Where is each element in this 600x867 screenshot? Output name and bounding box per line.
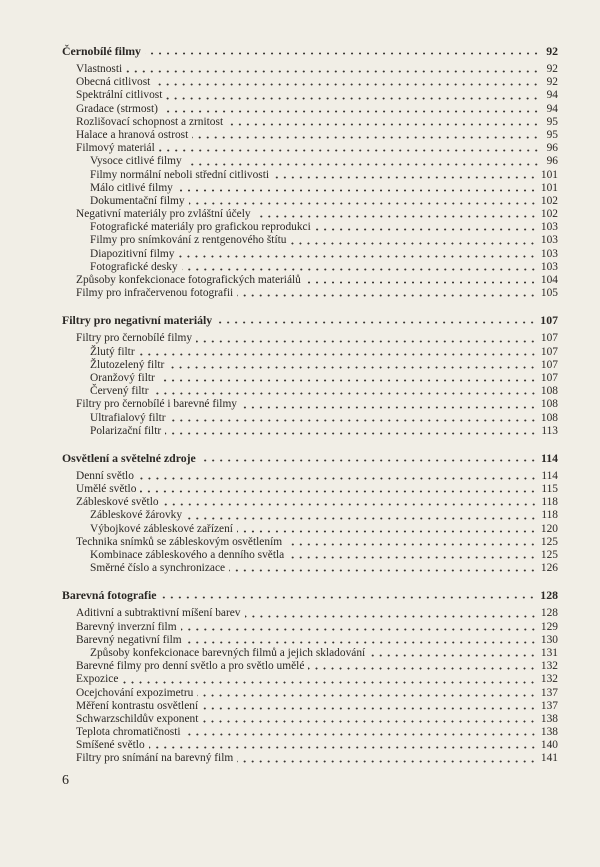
toc-section-heading [62,313,558,327]
toc-entry-page: 126 [540,562,558,575]
toc-entry-title: Filmy normální neboli střední citlivosti [90,168,270,181]
toc-entry-page: 138 [540,712,558,725]
dot-leader [170,419,537,422]
toc-entry-title: Žlutý filtr [90,345,135,358]
toc-entry [62,739,558,752]
toc-entry-title: Filmy pro snímkování z rentgenového štítu [90,234,287,247]
toc-entry-page: 129 [540,620,558,633]
dot-leader [126,70,540,73]
toc-entry [62,89,558,102]
toc-entry [62,248,558,261]
dot-leader [159,379,537,382]
dot-leader [122,681,537,684]
toc-entry-title: Umělé světlo [76,483,137,496]
section-spacer [62,438,558,451]
toc-entry-title: Fotografické materiály pro grafickou reprodukci [90,221,311,234]
toc-entry-page: 108 [540,398,558,411]
toc-entry-page: 118 [541,509,558,522]
toc-entry-page: 130 [540,633,558,646]
toc-entry [62,287,558,300]
toc-entry [62,660,558,673]
toc-entry-page: 104 [540,274,558,286]
dot-leader [165,432,537,435]
toc-entry-title: Rozlišovací schopnost a zrnitost [76,115,224,128]
toc-entry-page: 132 [540,660,558,673]
toc-entry-title: Aditivní a subtraktivní míšení barev [76,607,241,620]
dot-leader [189,202,537,205]
dot-leader [185,733,537,736]
dot-leader [369,654,537,657]
dot-leader [229,569,537,572]
toc-entry [62,483,558,496]
dot-leader [245,615,537,618]
dot-leader [186,163,540,166]
toc-entry [62,103,558,116]
dot-leader [160,596,536,599]
toc-entry-title: Způsoby konfekcionace fotografických materiálů [76,274,301,286]
toc-entry [62,221,558,234]
toc-entry-title: Měření kontrastu osvětlení [76,699,199,712]
toc-entry-page: 103 [540,260,558,273]
toc-entry-title: Ocejchování expozimetru [76,686,194,699]
toc-entry-title: Barevný negativní film [76,633,182,646]
section-spacer [62,575,558,588]
toc-entry-title: Dokumentační filmy [90,194,185,207]
toc-entry-title: Málo citlivé filmy [90,181,173,194]
toc-entry-title: Denní světlo [76,469,134,482]
toc-entry [62,412,558,425]
toc-entry [62,425,558,438]
dot-leader [315,228,537,231]
toc-entry [62,332,558,345]
toc-entry [62,607,558,620]
dot-leader [163,503,538,506]
toc-entry-page: 92 [546,44,558,58]
toc-entry [62,562,558,575]
toc-entry-page: 128 [540,607,558,620]
toc-section-heading [62,451,558,465]
dot-leader [286,543,537,546]
toc-entry-page: 107 [540,313,558,328]
toc-entry [62,470,558,483]
dot-leader [159,149,540,152]
dot-leader [178,255,536,258]
toc-entry [62,208,558,221]
toc-entry [62,621,558,634]
toc-entry-page: 107 [540,332,558,345]
toc-entry-page: 95 [546,115,558,128]
dot-leader [288,556,537,559]
dot-leader [237,530,537,533]
section-spacer [62,300,558,313]
dot-leader [202,707,537,710]
toc-entry [62,398,558,411]
toc-entry [62,182,558,195]
dot-leader [237,760,537,763]
dot-leader [237,294,537,297]
toc-entry-page: 115 [541,483,558,496]
toc-entry-page: 131 [540,646,558,659]
toc-entry-title: Spektrální citlivost [76,89,163,102]
toc-entry-title: Červený filtr [90,385,149,398]
toc-entry-title: Obecná citlivost [76,76,151,89]
toc-entry-page: 96 [546,155,558,168]
toc-entry-title: Vysoce citlivé filmy [90,155,182,168]
toc-entry [62,261,558,274]
toc-entry-page: 94 [546,102,558,115]
toc-entry [62,509,558,522]
toc-entry-page: 92 [546,63,558,75]
dot-leader [139,353,537,356]
toc-entry-title: Teplota chromatičnosti [76,726,181,739]
dot-leader [153,392,537,395]
toc-entry-page: 120 [540,522,558,535]
toc-entry [62,234,558,247]
toc-entry-title: Technika snímků se zábleskovým osvětlením [76,535,283,548]
toc-entry-title: Negativní materiály pro zvláštní účely [76,208,251,221]
dot-leader [181,628,537,631]
toc-entry-page: 125 [540,535,558,548]
dot-leader [227,123,540,126]
dot-leader [202,720,536,723]
dot-leader [186,517,537,520]
toc-entry-page: 137 [540,699,558,712]
toc-entry-title: Směrné číslo a synchronizace [90,562,226,575]
toc-entry-title: Ultrafialový filtr [90,411,166,424]
toc-entry-page: 103 [540,234,558,247]
dot-leader [255,215,537,218]
toc-entry-title: Barevné filmy pro denní světlo a pro světlo umělé [76,660,305,673]
toc-entry-title: Filtry pro negativní materiály [62,313,213,328]
toc-entry [62,169,558,182]
dot-leader [182,268,537,271]
toc-entry [62,142,558,155]
toc-entry [62,523,558,536]
toc-entry-title: Oranžový filtr [90,371,155,384]
toc-entry-page: 132 [540,673,558,686]
toc-entry-page: 141 [540,752,558,765]
dot-leader [216,321,536,324]
toc-entry-page: 140 [540,739,558,752]
dot-leader [168,366,537,369]
toc-entry-page: 137 [540,686,558,699]
toc-entry-page: 103 [540,221,558,234]
toc-entry-title: Filtry pro černobílé i barevné filmy [76,398,238,411]
toc-entry-title: Diapozitivní filmy [90,247,175,260]
toc-entry [62,647,558,660]
dot-leader [149,746,537,749]
toc-entry-title: Filmy pro infračervenou fotografii [76,287,234,300]
toc-entry-page: 125 [540,549,558,561]
toc-entry-title: Halace a hranová ostrost [76,128,189,141]
dot-leader [138,477,537,480]
dot-leader [197,694,537,697]
toc-entry [62,700,558,713]
toc-entry-page: 92 [546,76,558,89]
toc-entry-page: 114 [540,450,558,465]
toc-entry-page: 102 [540,208,558,221]
dot-leader [177,189,537,192]
toc-entry [62,634,558,647]
toc-entry-title: Vlastnosti [76,63,123,75]
toc-entry [62,549,558,562]
toc-entry-page: 105 [540,287,558,300]
toc-entry [62,385,558,398]
toc-entry-title: Filmový materiál [76,142,155,155]
toc-entry-title: Barevná fotografie [62,588,157,603]
table-of-contents [62,44,558,766]
toc-entry-title: Způsoby konfekcionace barevných filmů a jejich skladování [90,646,366,659]
toc-entry [62,274,558,287]
dot-leader [305,281,537,284]
dot-leader [154,83,540,86]
toc-entry-page: 96 [546,142,558,155]
dot-leader [290,242,536,245]
toc-entry-title: Schwarzschildův exponent [76,712,199,725]
toc-entry [62,713,558,726]
dot-leader [166,97,540,100]
toc-entry-page: 103 [540,247,558,260]
toc-entry-title: Expozice [76,673,119,686]
toc-entry-page: 113 [541,424,558,437]
toc-entry-page: 101 [540,168,558,181]
toc-entry [62,116,558,129]
toc-entry [62,195,558,208]
toc-entry-title: Kombinace zábleskového a denního světla [90,549,285,561]
toc-section-heading [62,44,558,58]
toc-entry-title: Filtry pro snímání na barevný film [76,752,234,765]
toc-entry [62,726,558,739]
toc-entry [62,63,558,76]
toc-entry-page: 102 [540,194,558,207]
toc-entry-page: 138 [540,726,558,739]
dot-leader [186,641,537,644]
toc-entry [62,673,558,686]
toc-entry [62,752,558,765]
toc-entry-title: Osvětlení a světelné zdroje [62,450,196,465]
toc-entry-title: Výbojkové zábleskové zařízení [90,522,233,535]
toc-entry-title: Zábleskové žárovky [90,509,183,522]
dot-leader [273,176,537,179]
dot-leader [308,667,537,670]
dot-leader [241,406,537,409]
toc-entry [62,372,558,385]
dot-leader [192,136,540,139]
toc-entry-title: Filtry pro černobílé filmy [76,332,193,345]
page-number: 6 [62,773,69,788]
dot-leader [196,340,537,343]
dot-leader [200,459,537,462]
toc-entry [62,155,558,168]
toc-section-heading [62,588,558,602]
dot-leader [162,110,540,113]
toc-entry [62,359,558,372]
dot-leader [140,490,537,493]
toc-entry-title: Gradace (strmost) [76,102,158,115]
toc-entry-title: Polarizační filtr [90,424,162,437]
toc-entry [62,687,558,700]
toc-entry-page: 118 [541,496,558,509]
toc-entry [62,76,558,89]
toc-entry-title: Smíšené světlo [76,739,145,752]
toc-entry-title: Fotografické desky [90,260,178,273]
toc-entry [62,496,558,509]
toc-entry-page: 108 [540,411,558,424]
toc-entry-page: 107 [540,371,558,384]
toc-entry-page: 128 [540,588,558,603]
toc-entry-title: Barevný inverzní film [76,620,177,633]
toc-entry-page: 114 [541,469,558,482]
toc-entry-page: 101 [540,181,558,194]
dot-leader [145,52,540,55]
toc-entry-page: 95 [546,128,558,141]
toc-entry-title: Zábleskové světlo [76,496,159,509]
toc-entry [62,536,558,549]
toc-entry-title: Černobílé filmy [62,44,141,58]
toc-entry-page: 107 [540,358,558,371]
toc-entry-page: 108 [540,385,558,398]
toc-entry-page: 94 [546,89,558,102]
toc-entry-title: Žlutozelený filtr [90,358,165,371]
toc-entry [62,346,558,359]
toc-entry-page: 107 [540,345,558,358]
toc-entry [62,129,558,142]
